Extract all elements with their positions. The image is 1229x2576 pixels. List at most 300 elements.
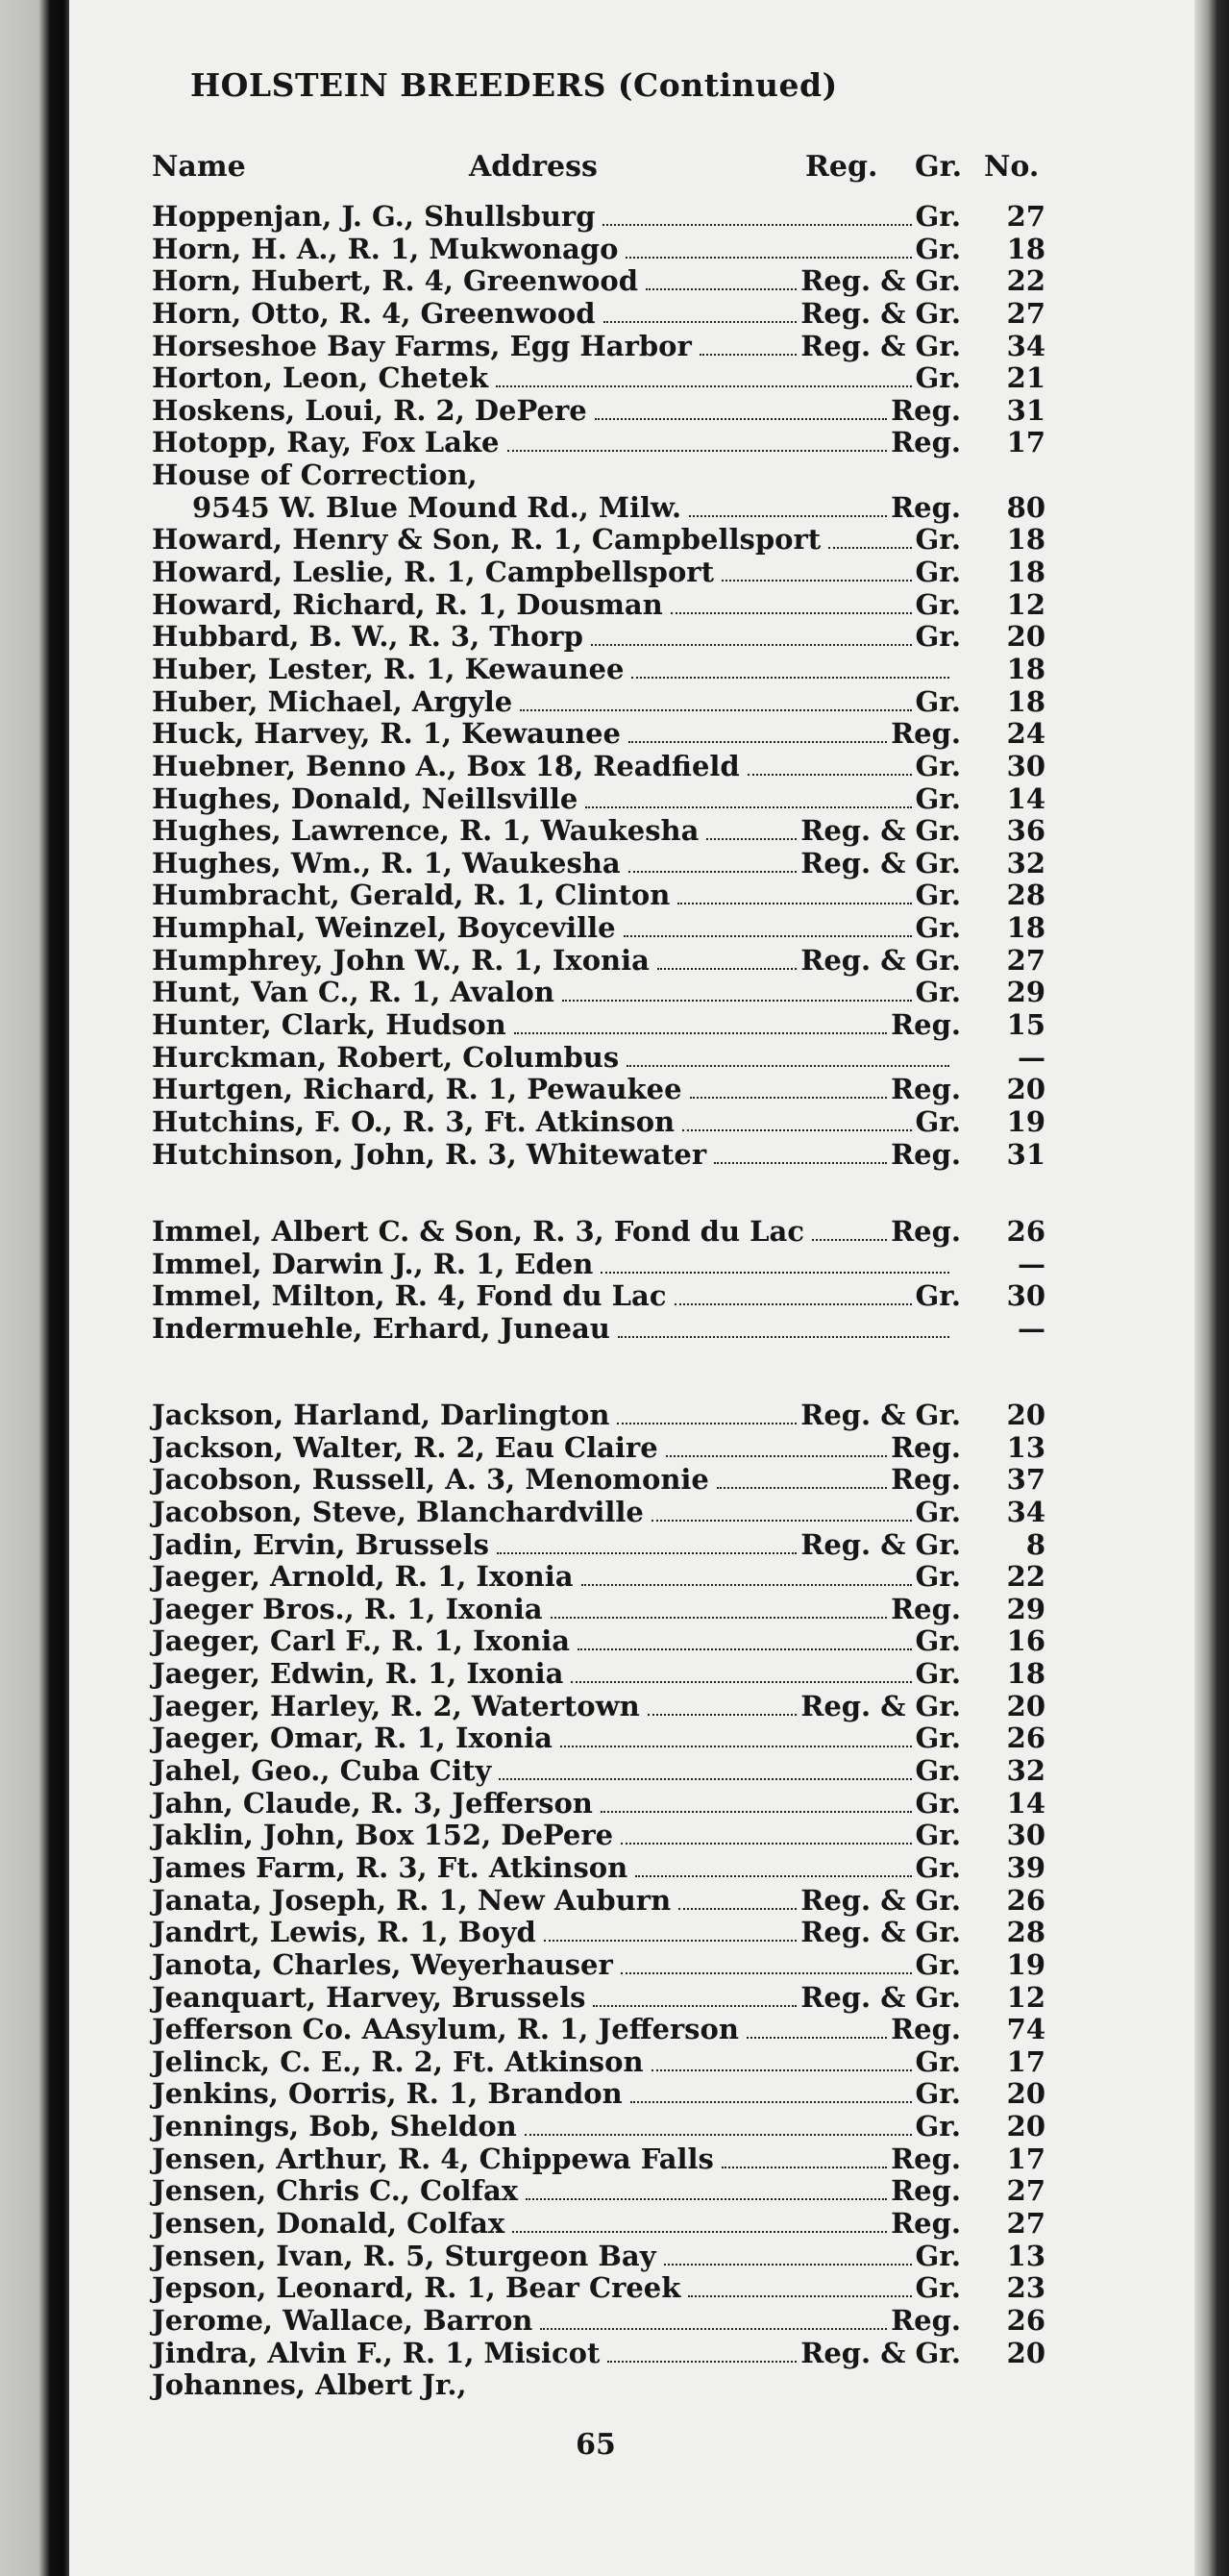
breeder-name-address: Jaklin, John, Box 152, DePere (152, 1819, 614, 1852)
dot-leader (657, 966, 797, 970)
breeder-name-address: Horn, H. A., R. 1, Mukwonago (152, 232, 619, 265)
registration-status: Reg. (891, 2207, 961, 2241)
breeder-name-address: Howard, Leslie, R. 1, Campbellsport (152, 556, 714, 589)
breeder-name-address: Humbracht, Gerald, R. 1, Clinton (152, 879, 671, 912)
dot-leader (706, 836, 797, 840)
herd-count: 26 (1006, 1721, 1045, 1755)
breeder-name-address: Jacobson, Russell, A. 3, Menomonie (152, 1463, 709, 1497)
list-item (152, 717, 1045, 750)
registration-status: Gr. (915, 1786, 961, 1820)
registration-status: Reg. (891, 393, 961, 427)
registration-status: Gr. (915, 232, 961, 265)
registration-status: Gr. (915, 2239, 961, 2272)
herd-count: 19 (1006, 1104, 1045, 1138)
herd-count: 30 (1006, 1819, 1045, 1852)
dot-leader (603, 319, 797, 323)
list-item (152, 1138, 1045, 1171)
registration-status: Gr. (915, 1657, 961, 1691)
dot-leader (520, 707, 912, 711)
dot-leader (525, 2132, 912, 2136)
breeder-name-address: Hurckman, Robert, Columbus (152, 1040, 620, 1074)
dot-leader (540, 2326, 887, 2330)
breeder-name-address: 9545 W. Blue Mound Rd., Milw. (192, 490, 682, 524)
list-item (152, 330, 1045, 362)
breeder-name-address: Hughes, Wm., R. 1, Waukesha (152, 846, 621, 879)
list-item (152, 523, 1045, 556)
dot-leader (617, 1421, 797, 1424)
list-item (152, 1073, 1045, 1105)
herd-count: 27 (1006, 2174, 1045, 2208)
list-item (152, 1884, 1045, 1917)
registration-status: Gr. (915, 1850, 961, 1884)
list-item (152, 556, 1045, 588)
herd-count: 22 (1006, 1560, 1045, 1594)
dot-leader (581, 1582, 912, 1586)
herd-count: 27 (1006, 200, 1045, 233)
dot-leader (666, 1453, 887, 1457)
column-header-address: Address (469, 150, 598, 184)
breeder-name-address: Huck, Harvey, R. 1, Kewaunee (152, 717, 621, 751)
list-item (152, 1528, 1045, 1561)
breeder-list-h (152, 200, 1045, 1170)
herd-count: 27 (1006, 296, 1045, 330)
registration-status: Gr. (915, 749, 961, 782)
herd-count: 36 (1006, 814, 1045, 848)
dot-leader (812, 1237, 887, 1241)
breeder-name-address: Horn, Hubert, R. 4, Greenwood (152, 264, 638, 298)
breeder-name-address: Hutchinson, John, R. 3, Whitewater (152, 1137, 707, 1171)
herd-count: 16 (1006, 1624, 1045, 1658)
breeder-name-address: Jensen, Donald, Colfax (152, 2207, 505, 2241)
dot-leader (512, 2229, 887, 2233)
breeder-name-address: Jerome, Wallace, Barron (152, 2303, 533, 2337)
registration-status: Gr. (915, 2044, 961, 2078)
list-item (152, 2013, 1045, 2045)
herd-count: 74 (1006, 2013, 1045, 2046)
breeder-name-address: Humphal, Weinzel, Boyceville (152, 911, 616, 945)
registration-status: Reg. (891, 1137, 961, 1171)
list-item (152, 458, 1045, 491)
breeder-name-address: House of Correction, (152, 458, 478, 492)
dot-leader (690, 1095, 887, 1099)
column-header-reg: Reg. (805, 150, 878, 184)
registration-status: Reg. & Gr. (800, 846, 961, 879)
breeder-name-address: Jindra, Alvin F., R. 1, Misicot (152, 2336, 601, 2369)
list-item (152, 944, 1045, 977)
dot-leader (631, 675, 949, 679)
herd-count: 13 (1006, 1430, 1045, 1464)
registration-status: Reg. (891, 2174, 961, 2208)
column-header-gr: Gr. (915, 150, 963, 184)
registration-status: Gr. (915, 1947, 961, 1981)
breeder-list-j (152, 1399, 1045, 2401)
registration-status: Gr. (915, 879, 961, 912)
list-item (152, 911, 1045, 944)
breeder-name-address: Jahn, Claude, R. 3, Jefferson (152, 1786, 593, 1820)
dot-leader (551, 1615, 887, 1619)
list-item (152, 1657, 1045, 1690)
list-item (152, 2110, 1045, 2143)
herd-count: 17 (1006, 2044, 1045, 2078)
column-header-no: No. (984, 150, 1040, 184)
herd-count: 20 (1006, 1399, 1045, 1431)
registration-status: Reg. (891, 1592, 961, 1625)
registration-status: Reg. & Gr. (800, 264, 961, 298)
registration-status: Reg. & Gr. (800, 1980, 961, 2014)
breeder-name-address: Jaeger, Carl F., R. 1, Ixonia (152, 1624, 571, 1658)
list-item (152, 1948, 1045, 1981)
registration-status: Gr. (915, 200, 961, 233)
dot-leader (621, 1970, 912, 1974)
list-item (152, 264, 1045, 297)
breeder-name-address: Humphrey, John W., R. 1, Ixonia (152, 943, 650, 977)
registration-status: Reg. & Gr. (800, 1527, 961, 1561)
herd-count: 20 (1006, 620, 1045, 654)
dot-leader (499, 1776, 912, 1780)
dot-leader (595, 416, 887, 420)
herd-count: 80 (1006, 490, 1045, 524)
breeder-name-address: Horn, Otto, R. 4, Greenwood (152, 296, 596, 330)
herd-count: 22 (1006, 264, 1045, 298)
herd-count: — (1018, 1247, 1045, 1280)
list-item (152, 2271, 1045, 2304)
herd-count: 18 (1006, 232, 1045, 265)
list-item (152, 2174, 1045, 2207)
dot-leader (562, 998, 912, 1002)
list-item (152, 2368, 1045, 2401)
registration-status: Reg. (891, 1073, 961, 1106)
breeder-name-address: Jadin, Ervin, Brussels (152, 1527, 489, 1561)
list-item (152, 879, 1045, 911)
list-item (152, 1690, 1045, 1722)
registration-status: Reg. (891, 1215, 961, 1248)
dot-leader (722, 578, 912, 582)
herd-count: 20 (1006, 2110, 1045, 2143)
breeder-name-address: Jacobson, Steve, Blanchardville (152, 1495, 644, 1528)
list-item (152, 2207, 1045, 2240)
list-item (152, 1624, 1045, 1657)
dot-leader (677, 901, 912, 904)
breeder-name-address: Jaeger Bros., R. 1, Ixonia (152, 1592, 543, 1625)
herd-count: 32 (1006, 846, 1045, 879)
list-item (152, 1721, 1045, 1754)
list-item (152, 814, 1045, 847)
list-item (152, 1560, 1045, 1593)
dot-leader (700, 352, 797, 356)
herd-count: 18 (1006, 684, 1045, 718)
registration-status: Gr. (915, 911, 961, 945)
list-item (152, 976, 1045, 1008)
registration-status: Gr. (915, 781, 961, 815)
dot-leader (651, 2068, 912, 2071)
registration-status: Reg. (891, 490, 961, 524)
registration-status: Reg. & Gr. (800, 296, 961, 330)
list-item (152, 1248, 1045, 1280)
registration-status: Reg. (891, 1430, 961, 1464)
dot-leader (585, 805, 912, 808)
list-item (152, 1593, 1045, 1625)
dot-leader (688, 2293, 912, 2297)
herd-count: 14 (1006, 781, 1045, 815)
registration-status: Gr. (915, 620, 961, 654)
dot-leader (601, 1809, 912, 1813)
herd-count: 28 (1006, 1916, 1045, 1949)
breeder-name-address: Immel, Milton, R. 4, Fond du Lac (152, 1279, 667, 1313)
breeder-name-address: Indermuehle, Erhard, Juneau (152, 1311, 610, 1345)
herd-count: 20 (1006, 2077, 1045, 2111)
registration-status: Gr. (915, 976, 961, 1009)
herd-count: 17 (1006, 426, 1045, 459)
list-item (152, 750, 1045, 782)
herd-count: 26 (1006, 1883, 1045, 1917)
page-edge (1194, 0, 1229, 2576)
breeder-name-address: Hunt, Van C., R. 1, Avalon (152, 976, 554, 1009)
breeder-name-address: Jaeger, Omar, R. 1, Ixonia (152, 1721, 553, 1755)
list-item (152, 2337, 1045, 2369)
breeder-name-address: Jaeger, Harley, R. 2, Watertown (152, 1689, 640, 1722)
herd-count: 30 (1006, 749, 1045, 782)
breeder-name-address: Huber, Michael, Argyle (152, 684, 513, 718)
registration-status: Gr. (915, 1560, 961, 1594)
registration-status: Gr. (915, 1721, 961, 1755)
list-item (152, 1916, 1045, 1948)
registration-status: Gr. (915, 361, 961, 395)
dot-leader (624, 933, 912, 937)
herd-count: 37 (1006, 1463, 1045, 1497)
dot-leader (496, 384, 912, 387)
list-item (152, 1279, 1045, 1312)
breeder-name-address: Janota, Charles, Weyerhauser (152, 1947, 613, 1981)
herd-count: 13 (1006, 2239, 1045, 2272)
registration-status: Gr. (915, 1104, 961, 1138)
breeder-name-address: Howard, Richard, R. 1, Dousman (152, 587, 663, 621)
list-item (152, 653, 1045, 685)
dot-leader (618, 1334, 949, 1338)
dot-leader (507, 448, 887, 452)
dot-leader (560, 1744, 912, 1747)
herd-count: 18 (1006, 911, 1045, 945)
herd-count: 18 (1006, 523, 1045, 557)
registration-status: Gr. (915, 1754, 961, 1788)
list-item (152, 2045, 1045, 2078)
breeder-name-address: Jelinck, C. E., R. 2, Ft. Atkinson (152, 2044, 644, 2078)
herd-count: — (1018, 1040, 1045, 1074)
registration-status: Reg. & Gr. (800, 1399, 961, 1431)
breeder-name-address: Jensen, Arthur, R. 4, Chippewa Falls (152, 2142, 714, 2175)
herd-count: 24 (1006, 717, 1045, 751)
dot-leader (578, 1647, 912, 1650)
list-item (152, 685, 1045, 718)
breeder-name-address: Horseshoe Bay Farms, Egg Harbor (152, 329, 692, 362)
registration-status: Gr. (915, 1819, 961, 1852)
dot-leader (678, 1906, 797, 1910)
herd-count: 18 (1006, 556, 1045, 589)
dot-leader (607, 2359, 797, 2363)
dot-leader (651, 1518, 912, 1522)
breeder-name-address: Hoskens, Loui, R. 2, DePere (152, 393, 587, 427)
list-item (152, 1431, 1045, 1464)
registration-status: Reg. & Gr. (800, 1916, 961, 1949)
breeder-name-address: Jackson, Walter, R. 2, Eau Claire (152, 1430, 658, 1464)
list-item (152, 847, 1045, 879)
registration-status: Gr. (915, 523, 961, 557)
herd-count: 32 (1006, 1754, 1045, 1788)
registration-status: Gr. (915, 2110, 961, 2143)
breeder-name-address: Immel, Albert C. & Son, R. 3, Fond du Lac (152, 1215, 804, 1248)
herd-count: 29 (1006, 1592, 1045, 1625)
herd-count: 12 (1006, 587, 1045, 621)
breeder-name-address: Hutchins, F. O., R. 3, Ft. Atkinson (152, 1104, 676, 1138)
breeder-name-address: Jeanquart, Harvey, Brussels (152, 1980, 586, 2014)
dot-leader (714, 1160, 887, 1164)
list-item (152, 2240, 1045, 2272)
breeder-name-address: Johannes, Albert Jr., (152, 2368, 467, 2402)
breeder-name-address: Jensen, Chris C., Colfax (152, 2174, 519, 2208)
herd-count: 26 (1006, 1215, 1045, 1248)
registration-status: Reg. & Gr. (800, 943, 961, 977)
herd-count: 34 (1006, 1495, 1045, 1528)
registration-status: Reg. & Gr. (800, 814, 961, 848)
dot-leader (497, 1550, 797, 1554)
dot-leader (717, 1485, 887, 1489)
herd-count: 31 (1006, 1137, 1045, 1171)
list-item (152, 620, 1045, 653)
registration-status: Reg. (891, 2303, 961, 2337)
dot-leader (526, 2196, 887, 2200)
breeder-name-address: Jennings, Bob, Sheldon (152, 2110, 517, 2143)
dot-leader (630, 2099, 912, 2103)
list-item (152, 1981, 1045, 2014)
breeder-name-address: Jefferson Co. AAsylum, R. 1, Jefferson (152, 2013, 739, 2046)
dot-leader (514, 1030, 887, 1034)
registration-status: Gr. (915, 587, 961, 621)
list-item (152, 1008, 1045, 1041)
list-item (152, 782, 1045, 815)
dot-leader (646, 286, 797, 290)
dot-leader (621, 1841, 912, 1845)
herd-count: 12 (1006, 1980, 1045, 2014)
herd-count: 18 (1006, 1657, 1045, 1691)
list-item (152, 1496, 1045, 1528)
dot-leader (571, 1679, 912, 1683)
list-item (152, 297, 1045, 330)
breeder-name-address: Hubbard, B. W., R. 3, Thorp (152, 620, 583, 654)
dot-leader (689, 513, 887, 517)
book-binding (0, 0, 69, 2576)
breeder-name-address: Hunter, Clark, Hudson (152, 1008, 506, 1042)
herd-count: 15 (1006, 1008, 1045, 1042)
dot-leader (628, 739, 887, 743)
dot-leader (602, 222, 912, 226)
breeder-name-address: Horton, Leon, Chetek (152, 361, 489, 395)
dot-leader (664, 2262, 912, 2266)
list-item (152, 2077, 1045, 2110)
registration-status: Reg. (891, 2142, 961, 2175)
registration-status: Reg. & Gr. (800, 1689, 961, 1722)
dot-leader (635, 1873, 912, 1877)
herd-count: 30 (1006, 1279, 1045, 1313)
registration-status: Gr. (915, 1279, 961, 1313)
list-item (152, 2143, 1045, 2175)
herd-count: 18 (1006, 652, 1045, 685)
dot-leader (828, 545, 912, 549)
breeder-name-address: James Farm, R. 3, Ft. Atkinson (152, 1850, 628, 1884)
breeder-name-address: Hughes, Donald, Neillsville (152, 781, 578, 815)
dot-leader (626, 255, 912, 259)
herd-count: 20 (1006, 1689, 1045, 1722)
list-item (152, 394, 1045, 427)
list-item (152, 1819, 1045, 1851)
herd-count: 31 (1006, 393, 1045, 427)
herd-count: 21 (1006, 361, 1045, 395)
list-item (152, 200, 1045, 233)
list-item (152, 1105, 1045, 1138)
dot-leader (628, 869, 797, 873)
herd-count: 20 (1006, 1073, 1045, 1106)
page-number: 65 (576, 2428, 616, 2462)
list-item (152, 1463, 1045, 1496)
dot-leader (747, 2035, 887, 2039)
registration-status: Reg. (891, 2013, 961, 2046)
breeder-name-address: Jackson, Harland, Darlington (152, 1399, 610, 1431)
herd-count: 34 (1006, 329, 1045, 362)
list-item (152, 2304, 1045, 2337)
breeder-name-address: Jenkins, Oorris, R. 1, Brandon (152, 2077, 623, 2111)
dot-leader (648, 1712, 797, 1716)
registration-status: Reg. (891, 1008, 961, 1042)
list-item (152, 1041, 1045, 1074)
breeder-name-address: Jepson, Leonard, R. 1, Bear Creek (152, 2271, 681, 2305)
herd-count: 39 (1006, 1850, 1045, 1884)
list-item (152, 491, 1045, 524)
list-item (152, 588, 1045, 621)
registration-status: Reg. & Gr. (800, 1883, 961, 1917)
registration-status: Gr. (915, 2077, 961, 2111)
list-item (152, 1399, 1045, 1431)
list-item (152, 1312, 1045, 1345)
registration-status: Reg. (891, 426, 961, 459)
registration-status: Gr. (915, 1495, 961, 1528)
page-title: HOLSTEIN BREEDERS (Continued) (190, 66, 838, 104)
dot-leader (601, 1270, 949, 1274)
herd-count: 20 (1006, 2336, 1045, 2369)
list-item (152, 1215, 1045, 1248)
dot-leader (671, 610, 912, 614)
herd-count: 29 (1006, 976, 1045, 1009)
dot-leader (675, 1301, 912, 1305)
breeder-name-address: Hurtgen, Richard, R. 1, Pewaukee (152, 1073, 682, 1106)
herd-count: 27 (1006, 943, 1045, 977)
dot-leader (593, 2003, 797, 2007)
registration-status: Gr. (915, 1624, 961, 1658)
column-header-name: Name (152, 150, 246, 184)
herd-count: 19 (1006, 1947, 1045, 1981)
list-item (152, 1851, 1045, 1884)
registration-status: Reg. (891, 1463, 961, 1497)
registration-status: Reg. (891, 717, 961, 751)
dot-leader (722, 2165, 887, 2168)
herd-count: 14 (1006, 1786, 1045, 1820)
dot-leader (627, 1063, 949, 1067)
breeder-name-address: Howard, Henry & Son, R. 1, Campbellsport (152, 523, 822, 557)
breeder-name-address: Huber, Lester, R. 1, Kewaunee (152, 652, 625, 685)
breeder-name-address: Hotopp, Ray, Fox Lake (152, 426, 500, 459)
registration-status: Gr. (915, 2271, 961, 2305)
list-item (152, 1787, 1045, 1820)
breeder-name-address: Jaeger, Arnold, R. 1, Ixonia (152, 1560, 574, 1594)
dot-leader (544, 1938, 797, 1942)
breeder-list-i (152, 1215, 1045, 1345)
